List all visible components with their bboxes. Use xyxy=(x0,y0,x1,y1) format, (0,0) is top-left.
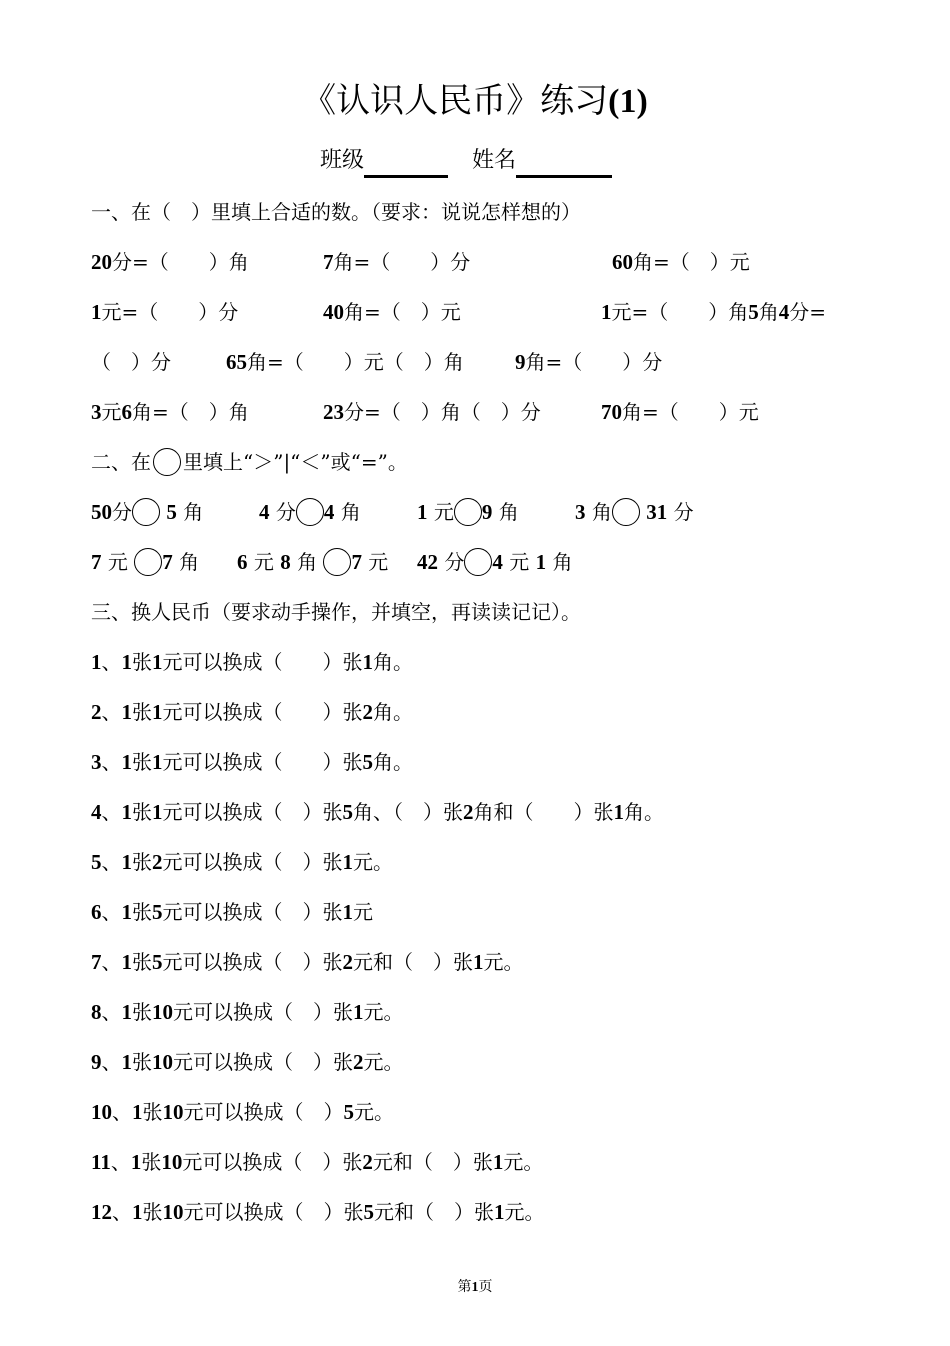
exchange-item-sep: 、 xyxy=(101,950,122,974)
s2r2-q3-left-num: 42 xyxy=(417,550,438,574)
s2r1-q2-answer-circle[interactable] xyxy=(296,498,324,526)
s1r3-q2-num: 65 xyxy=(226,350,247,374)
exchange-item-rest: 元可以换成（ ）张 xyxy=(173,1050,353,1074)
s2r1-q3-left-num: 1 xyxy=(417,500,428,524)
exchange-item-c: 1 xyxy=(342,850,353,874)
section2-heading xyxy=(91,447,408,477)
s2r2-q3-right-num2: 1 xyxy=(535,550,547,574)
s1r2-q3-text2: 角 xyxy=(758,300,779,324)
exchange-item-c: 5 xyxy=(363,1200,374,1224)
name-label: 姓名 xyxy=(472,148,517,173)
s1r2-q3 xyxy=(601,297,826,327)
exchange-item-idx: 12 xyxy=(91,1200,112,1224)
exchange-item-c: 2 xyxy=(362,1150,373,1174)
exchange-item xyxy=(91,997,404,1027)
exchange-item-b: 5 xyxy=(152,950,163,974)
s2r1-q2-right-num: 4 xyxy=(323,500,335,524)
exchange-item-sep: 、 xyxy=(101,750,122,774)
s2r2-q1-right-num: 7 xyxy=(162,550,173,574)
s2r1-q2-left-unit: 分 xyxy=(275,500,296,524)
s2r2-q1-answer-circle[interactable] xyxy=(134,548,162,576)
s2r1-q2-left-num: 4 xyxy=(259,500,270,524)
exchange-item-rest: 元可以换成（ ）张 xyxy=(173,1000,353,1024)
exchange-item xyxy=(91,947,524,977)
s2r1-q3-right-num: 9 xyxy=(481,500,493,524)
exchange-item-idx: 3 xyxy=(91,750,102,774)
s2r2-q1-left-unit: 元 xyxy=(107,550,128,574)
footer-prefix: 第 xyxy=(457,1279,472,1295)
exchange-item-zhang: 张 xyxy=(142,1200,163,1224)
exchange-item-sep: 、 xyxy=(110,1150,131,1174)
s1r2-q1-num: 1 xyxy=(91,300,102,324)
exchange-item-end: 角。 xyxy=(373,700,413,724)
exchange-item-zhang: 张 xyxy=(132,1000,152,1024)
title-number: (1) xyxy=(608,83,648,120)
s2r2-q3-right-num: 4 xyxy=(492,550,503,574)
exchange-item-b: 1 xyxy=(152,750,163,774)
exchange-item-b: 10 xyxy=(162,1200,184,1224)
s1r1-q1 xyxy=(91,247,249,277)
s1r2-q2 xyxy=(323,297,461,327)
page-footer xyxy=(0,1276,950,1296)
s1r4-q1 xyxy=(91,397,249,427)
s2r2-q1 xyxy=(91,547,199,577)
s2r1-q4-left-unit: 角 xyxy=(591,500,612,524)
exchange-item-b: 5 xyxy=(152,900,163,924)
s1r1-q1-num: 20 xyxy=(91,250,112,274)
s2r1-q1-left-unit: 分 xyxy=(112,500,132,524)
exchange-item-zhang: 张 xyxy=(132,650,152,674)
exchange-item-rest: 元可以换成（ ）张 xyxy=(183,1200,364,1224)
exchange-item xyxy=(91,897,373,927)
s2r1-q1-right-unit: 角 xyxy=(183,500,204,524)
exchange-item-idx: 2 xyxy=(91,700,102,724)
s1r4-q3-num: 70 xyxy=(601,400,622,424)
section1-heading: 一、在（ ）里填上合适的数。（要求：说说怎样想的） xyxy=(91,200,581,224)
s2r1-q1-right-num: 5 xyxy=(166,500,177,524)
exchange-item-end: 角。 xyxy=(373,650,413,674)
exchange-item-sep: 、 xyxy=(101,700,122,724)
exchange-item xyxy=(91,1147,543,1177)
exchange-item-rest: 元可以换成（ ）张 xyxy=(162,950,343,974)
exchange-item-end: 元。 xyxy=(354,1100,394,1124)
title-text: 《认识人民币》练习 xyxy=(302,81,609,121)
exchange-item-c: 1 xyxy=(342,900,353,924)
s2r1-q3 xyxy=(417,497,519,527)
exchange-item-a: 1 xyxy=(121,1000,132,1024)
exchange-item-rest: 元可以换成（ ）张 xyxy=(162,850,343,874)
s1r1-q2-text: 角=（ ）分 xyxy=(333,250,471,274)
s2r1-q3-answer-circle[interactable] xyxy=(454,498,482,526)
s2r2-q1-right-unit: 角 xyxy=(179,550,200,574)
s1r1-q3 xyxy=(612,247,750,277)
s1r4-q3-text: 角=（ ）元 xyxy=(622,400,759,424)
exchange-item-zhang: 张 xyxy=(132,900,152,924)
s2r2-q3-answer-circle[interactable] xyxy=(464,548,492,576)
s2r2-q2-right-num: 7 xyxy=(351,550,362,574)
exchange-item-a: 1 xyxy=(132,1100,143,1124)
exchange-item-a: 1 xyxy=(121,700,132,724)
s1r2-q3-text: 元=（ ）角 xyxy=(611,300,749,324)
exchange-item-end: 角。 xyxy=(373,750,413,774)
s1r4-q2 xyxy=(323,397,541,427)
s1r3-q3 xyxy=(515,347,662,377)
exchange-item-a: 1 xyxy=(121,1050,132,1074)
exchange-item-b: 1 xyxy=(152,700,163,724)
class-blank[interactable] xyxy=(364,149,448,178)
exchange-item-d: 1 xyxy=(494,1200,505,1224)
section2-heading-text: 二、在 xyxy=(91,450,151,474)
s2r1-q3-left-unit: 元 xyxy=(433,500,454,524)
exchange-item-sep: 、 xyxy=(112,1200,132,1224)
exchange-item-end2: 元。 xyxy=(503,1150,544,1174)
s1r3-q3-text: 角=（ ）分 xyxy=(525,350,663,374)
s2r2-q2-answer-circle[interactable] xyxy=(323,548,351,576)
exchange-item-sep: 、 xyxy=(101,800,122,824)
exchange-item-a: 1 xyxy=(132,1200,143,1224)
compare-circle-icon xyxy=(153,448,181,476)
exchange-item-b: 1 xyxy=(152,800,163,824)
s2r1-q4 xyxy=(575,497,694,527)
exchange-item-d: 2 xyxy=(463,800,474,824)
s1r1-q2-num: 7 xyxy=(323,250,334,274)
s2r2-q2-left-unit: 元 xyxy=(253,550,274,574)
s1r2-q1-text: 元=（ ）分 xyxy=(101,300,239,324)
s2r1-q2 xyxy=(259,497,361,527)
s1r3-q2-text: 角=（ ）元（ ）角 xyxy=(247,350,464,374)
s1r2-q3-num: 1 xyxy=(601,300,612,324)
s1r4-q1-num2: 6 xyxy=(121,400,132,424)
s2r2-q2-left-unit2: 角 xyxy=(297,550,318,574)
s1r3-q2 xyxy=(226,347,464,377)
exchange-item-d: 1 xyxy=(473,950,484,974)
exchange-item-c: 1 xyxy=(362,650,373,674)
exchange-item xyxy=(91,797,664,827)
exchange-item-end: 角、（ ）张 xyxy=(353,800,463,824)
exchange-item-zhang: 张 xyxy=(132,700,152,724)
exchange-item xyxy=(91,747,413,777)
s2r1-q1-answer-circle[interactable] xyxy=(132,498,160,526)
exchange-item-d: 1 xyxy=(492,1150,504,1174)
s1r2-q2-text: 角=（ ）元 xyxy=(344,300,461,324)
exchange-item-end: 元和（ ）张 xyxy=(353,950,473,974)
s2r1-q4-right-num: 31 xyxy=(646,500,668,524)
name-blank[interactable] xyxy=(516,149,612,178)
exchange-item-rest: 元可以换成（ ）张 xyxy=(162,800,343,824)
exchange-item-rest: 元可以换成（ ）张 xyxy=(162,650,363,674)
exchange-item-a: 1 xyxy=(121,900,132,924)
exchange-item-idx: 6 xyxy=(91,900,102,924)
exchange-item-b: 10 xyxy=(162,1100,184,1124)
exchange-item-idx: 8 xyxy=(91,1000,102,1024)
exchange-item-a: 1 xyxy=(121,750,132,774)
exchange-item-b: 10 xyxy=(152,1050,173,1074)
exchange-item-b: 10 xyxy=(161,1150,183,1174)
exchange-item-idx: 1 xyxy=(91,650,102,674)
s1r2-q3-num3: 4 xyxy=(778,300,790,324)
class-label: 班级 xyxy=(320,148,365,173)
exchange-item-end: 元和（ ）张 xyxy=(372,1150,493,1174)
exchange-item xyxy=(91,1097,394,1127)
exchange-item-zhang: 张 xyxy=(142,1100,163,1124)
s1r3-q1: （ ）分 xyxy=(91,350,171,374)
s1r4-q1-text2: 角=（ ）角 xyxy=(132,400,249,424)
exchange-item-sep: 、 xyxy=(101,650,122,674)
s1r4-q1-num: 3 xyxy=(91,400,102,424)
exchange-item-b: 1 xyxy=(152,650,163,674)
exchange-item-a: 1 xyxy=(121,650,132,674)
s2r1-q1-left-num: 50 xyxy=(91,500,112,524)
exchange-item-sep: 、 xyxy=(101,1050,122,1074)
s1r4-q3 xyxy=(601,397,759,427)
exchange-item-end2: 元。 xyxy=(483,950,524,974)
exchange-item-zhang: 张 xyxy=(132,750,152,774)
s2r2-q3-right-unit2: 角 xyxy=(552,550,573,574)
s2r2-q2-right-unit: 元 xyxy=(368,550,389,574)
s1r2-q1 xyxy=(91,297,238,327)
exchange-item-idx: 10 xyxy=(91,1100,112,1124)
s1r4-q1-text: 元 xyxy=(101,400,122,424)
exchange-item-e: 1 xyxy=(613,800,624,824)
section3-heading: 三、换人民币（要求动手操作，并填空，再读读记记）。 xyxy=(91,600,581,624)
exchange-item xyxy=(91,847,393,877)
s2r1-q4-left-num: 3 xyxy=(575,500,586,524)
exchange-item-idx: 7 xyxy=(91,950,102,974)
exchange-item-rest: 元可以换成（ ） xyxy=(183,1100,344,1124)
s2r2-q2-left-num: 6 xyxy=(237,550,248,574)
exchange-item-a: 1 xyxy=(121,800,132,824)
s2r1-q1 xyxy=(91,497,203,527)
s2r1-q4-answer-circle[interactable] xyxy=(612,498,640,526)
s1r2-q3-num2: 5 xyxy=(748,300,759,324)
s2r1-q2-right-unit: 角 xyxy=(340,500,361,524)
s2r2-q3 xyxy=(417,547,572,577)
exchange-item-rest: 元可以换成（ ）张 xyxy=(162,700,363,724)
exchange-item-end2: 角和（ ）张 xyxy=(473,800,614,824)
class-name-line xyxy=(320,144,612,178)
exchange-item-end3: 角。 xyxy=(624,800,664,824)
s1r1-q3-text: 角=（ ）元 xyxy=(633,250,750,274)
exchange-item-c: 5 xyxy=(362,750,373,774)
exchange-item-end: 元。 xyxy=(363,1050,404,1074)
page-title xyxy=(0,78,950,125)
exchange-item-a: 1 xyxy=(130,1150,142,1174)
exchange-item-end: 元。 xyxy=(363,1000,404,1024)
exchange-item-zhang: 张 xyxy=(132,1050,152,1074)
exchange-item-sep: 、 xyxy=(112,1100,132,1124)
exchange-item-idx: 4 xyxy=(91,800,102,824)
s2r1-q4-right-unit: 分 xyxy=(673,500,694,524)
exchange-item-b: 2 xyxy=(152,850,163,874)
exchange-item-sep: 、 xyxy=(101,900,122,924)
s2r2-q2 xyxy=(237,547,388,577)
exchange-item-rest: 元可以换成（ ）张 xyxy=(162,750,363,774)
exchange-item-zhang: 张 xyxy=(132,850,152,874)
s2r2-q2-left-num2: 8 xyxy=(280,550,291,574)
s1r1-q3-num: 60 xyxy=(612,250,633,274)
exchange-item-zhang: 张 xyxy=(132,950,152,974)
exchange-item-end2: 元。 xyxy=(504,1200,545,1224)
s1r4-q2-num: 23 xyxy=(323,400,344,424)
s1r4-q2-text: 分=（ ）角（ ）分 xyxy=(344,400,541,424)
exchange-item-b: 10 xyxy=(152,1000,173,1024)
s1r1-q1-text: 分=（ ）角 xyxy=(112,250,249,274)
exchange-item-c: 5 xyxy=(342,800,353,824)
footer-page-number: 1 xyxy=(471,1280,479,1295)
s2r1-q3-right-unit: 角 xyxy=(498,500,519,524)
exchange-item-a: 1 xyxy=(121,950,132,974)
exchange-item-idx: 9 xyxy=(91,1050,102,1074)
exchange-item xyxy=(91,647,413,677)
exchange-item xyxy=(91,1197,545,1227)
section2-heading-after: 里填上“＞”|“＜”或“=”。 xyxy=(183,450,408,474)
s1r2-q3-text3: 分= xyxy=(789,300,827,324)
s2r2-q3-right-unit: 元 xyxy=(509,550,530,574)
exchange-item-idx: 11 xyxy=(91,1150,111,1174)
exchange-item-sep: 、 xyxy=(101,1000,122,1024)
exchange-item-c: 2 xyxy=(353,1050,364,1074)
s2r2-q1-left-num: 7 xyxy=(91,550,102,574)
exchange-item-zhang: 张 xyxy=(141,1150,162,1174)
exchange-item-a: 1 xyxy=(121,850,132,874)
exchange-item-c: 2 xyxy=(362,700,373,724)
s1r3-q3-num: 9 xyxy=(515,350,526,374)
exchange-item xyxy=(91,1047,404,1077)
exchange-item-end: 元和（ ）张 xyxy=(374,1200,494,1224)
s1r2-q2-num: 40 xyxy=(323,300,344,324)
exchange-item-sep: 、 xyxy=(101,850,122,874)
exchange-item-zhang: 张 xyxy=(132,800,152,824)
s2r2-q3-left-unit: 分 xyxy=(444,550,465,574)
s1r1-q2 xyxy=(323,247,470,277)
exchange-item-idx: 5 xyxy=(91,850,102,874)
exchange-item-c: 1 xyxy=(353,1000,364,1024)
exchange-item-c: 2 xyxy=(342,950,353,974)
footer-suffix: 页 xyxy=(478,1279,493,1295)
exchange-item-rest: 元可以换成（ ）张 xyxy=(182,1150,363,1174)
exchange-item xyxy=(91,697,413,727)
exchange-item-rest: 元可以换成（ ）张 xyxy=(162,900,343,924)
exchange-item-end: 元。 xyxy=(353,850,393,874)
exchange-item-c: 5 xyxy=(343,1100,354,1124)
exchange-item-end: 元 xyxy=(353,900,373,924)
